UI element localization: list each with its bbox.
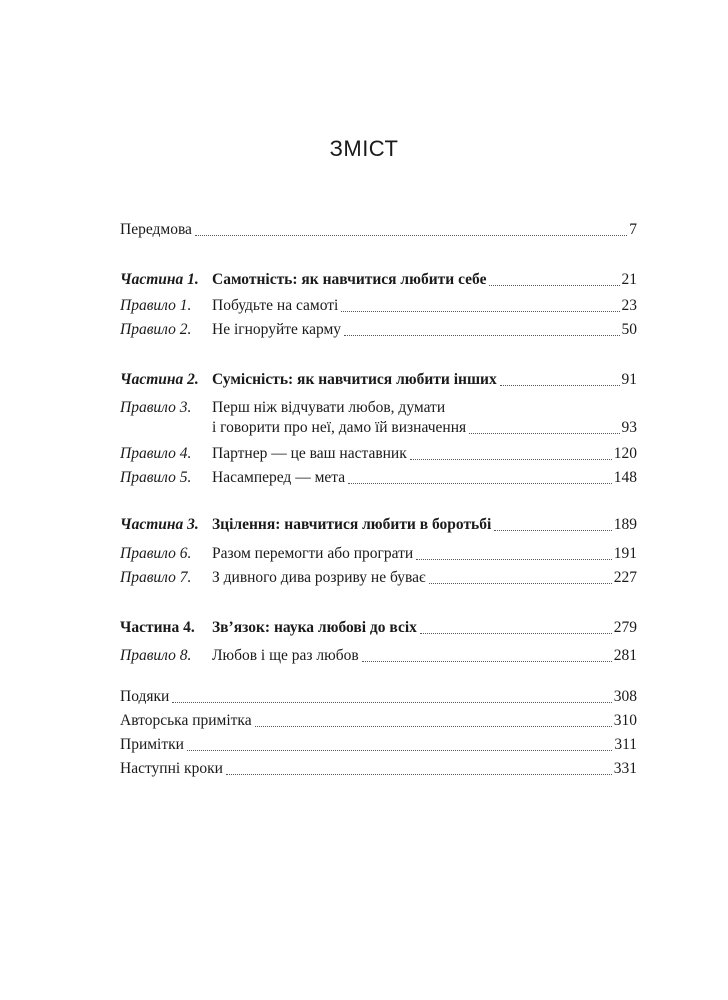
page-number: 227: [613, 569, 637, 586]
rule-label: Правило 8.: [120, 647, 192, 664]
part-label: Частина 4.: [120, 619, 195, 636]
toc-entry-author-note[interactable]: [120, 711, 637, 731]
dot-leader: [341, 310, 619, 312]
page-number: 148: [613, 469, 637, 486]
entry-text: Партнер — це ваш наставник: [212, 445, 407, 462]
entry-text: Насамперед — мета: [212, 469, 346, 486]
entry-text: Побудьте на самоті: [212, 297, 339, 314]
page-number: 120: [613, 445, 637, 462]
rule-label: Правило 4.: [120, 445, 192, 462]
entry-text: Наступні кроки: [120, 760, 223, 777]
toc-entry-next-steps[interactable]: [120, 759, 637, 779]
page-number: 279: [613, 619, 637, 636]
page-number: 311: [614, 736, 637, 753]
rule-label: Правило 6.: [120, 545, 192, 562]
page-number: 23: [621, 297, 637, 314]
entry-text-line-2: і говорити про неї, дамо їй визначення: [212, 419, 467, 436]
dot-leader: [172, 701, 611, 703]
page-number: 281: [613, 647, 637, 664]
entry-text: Авторська примітка: [120, 712, 252, 729]
dot-leader: [494, 529, 611, 531]
dot-leader: [348, 482, 612, 484]
toc-entry-rule-6[interactable]: [120, 544, 637, 564]
page-number: 50: [621, 321, 637, 338]
dot-leader: [489, 284, 619, 286]
toc-entry-preface[interactable]: [120, 220, 637, 240]
page-title: ЗМІСТ: [329, 136, 399, 161]
entry-text-line-1: Перш ніж відчувати любов, думати: [212, 399, 446, 416]
dot-leader: [362, 660, 612, 662]
dot-leader: [416, 558, 612, 560]
part-label: Частина 1.: [120, 271, 199, 288]
page-number: 7: [629, 221, 637, 238]
part-label: Частина 2.: [120, 371, 199, 388]
entry-text: Зцілення: навчитися любити в боротьбі: [212, 516, 492, 533]
dot-leader: [500, 384, 620, 386]
entry-text: Подяки: [120, 688, 170, 705]
page-number: 21: [621, 271, 637, 288]
toc-entry-rule-1[interactable]: [120, 296, 637, 316]
dot-leader: [469, 432, 619, 434]
toc-entry-rule-5[interactable]: [120, 468, 637, 488]
entry-text: Не ігноруйте карму: [212, 321, 342, 338]
entry-text: Разом перемогти або програти: [212, 545, 414, 562]
toc-entry-part-4[interactable]: [120, 618, 637, 638]
rule-label: Правило 7.: [120, 569, 192, 586]
toc-entry-rule-3-line-1[interactable]: [120, 398, 445, 418]
toc-entry-part-1[interactable]: [120, 270, 637, 290]
entry-text: Любов і ще раз любов: [212, 647, 359, 664]
dot-leader: [255, 725, 612, 727]
entry-text: Самотність: як навчитися любити себе: [212, 271, 487, 288]
rule-label: Правило 2.: [120, 321, 192, 338]
page-number: 93: [621, 419, 637, 436]
entry-text: З дивного дива розриву не буває: [212, 569, 426, 586]
toc-entry-notes[interactable]: [120, 735, 637, 755]
toc-entry-rule-4[interactable]: [120, 444, 637, 464]
page-number: 189: [613, 516, 637, 533]
dot-leader: [420, 632, 612, 634]
rule-label: Правило 5.: [120, 469, 192, 486]
toc-entry-part-2[interactable]: [120, 370, 637, 390]
part-label: Частина 3.: [120, 516, 199, 533]
rule-label: Правило 3.: [120, 399, 192, 416]
toc-entry-rule-3[interactable]: [120, 418, 637, 438]
dot-leader: [410, 458, 612, 460]
entry-text: Сумісність: як навчитися любити інших: [212, 371, 497, 388]
toc-entry-rule-2[interactable]: [120, 320, 637, 340]
dot-leader: [344, 334, 619, 336]
toc-entry-thanks[interactable]: [120, 687, 637, 707]
page-number: 310: [613, 712, 637, 729]
page-number: 91: [621, 371, 637, 388]
page-number: 308: [613, 688, 637, 705]
rule-label: Правило 1.: [120, 297, 192, 314]
dot-leader: [195, 234, 627, 236]
entry-text: Передмова: [120, 221, 192, 238]
dot-leader: [429, 582, 612, 584]
dot-leader: [226, 773, 612, 775]
page-number: 191: [613, 545, 637, 562]
entry-text: Зв’язок: наука любові до всіх: [212, 619, 417, 636]
toc-entry-rule-8[interactable]: [120, 646, 637, 666]
dot-leader: [187, 749, 612, 751]
toc-entry-rule-7[interactable]: [120, 568, 637, 588]
entry-text: Примітки: [120, 736, 184, 753]
toc-entry-part-3[interactable]: [120, 515, 637, 535]
page-number: 331: [613, 760, 637, 777]
